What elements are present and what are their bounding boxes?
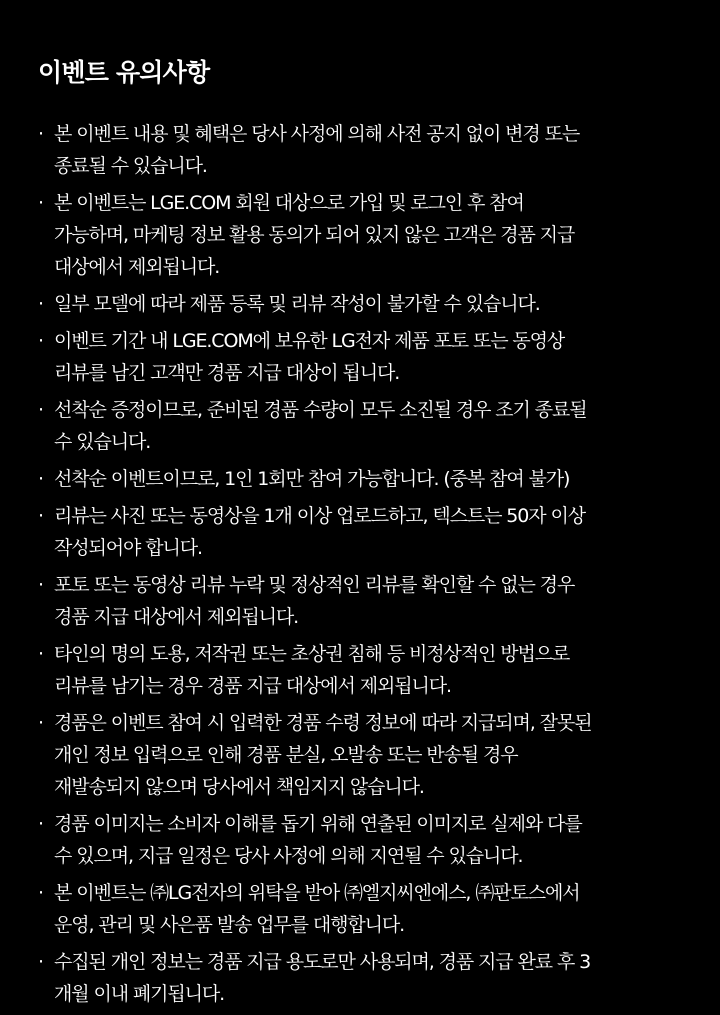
- bullet-dot: ·: [38, 712, 45, 734]
- notice-text-line: 경품 지급 대상에서 제외됩니다.: [54, 606, 299, 628]
- notice-text-line: 본 이벤트는 ㈜LG전자의 위탁을 받아 ㈜엘지씨엔에스, ㈜판토스에서: [54, 882, 580, 904]
- notice-text-line: 재발송되지 않으며 당사에서 책임지지 않습니다.: [54, 776, 424, 798]
- notice-text-line: 가능하며, 마케팅 정보 활용 동의가 되어 있지 않은 고객은 경품 지급: [54, 224, 575, 246]
- notice-item: [38, 463, 700, 495]
- notice-item: [38, 569, 700, 633]
- bullet-dot: ·: [38, 813, 45, 835]
- notice-text-line: 이벤트 기간 내 LGE.COM에 보유한 LG전자 제품 포토 또는 동영상: [54, 330, 565, 352]
- notice-item: [38, 288, 700, 320]
- notice-text-line: 포토 또는 동영상 리뷰 누락 및 정상적인 리뷰를 확인할 수 없는 경우: [54, 574, 575, 596]
- notice-text-line: 개인 정보 입력으로 인해 경품 분실, 오발송 또는 반송될 경우: [54, 744, 518, 766]
- notice-item: [38, 946, 700, 1010]
- bullet-dot: ·: [38, 882, 45, 904]
- notice-text-line: 개월 이내 폐기됩니다.: [54, 983, 225, 1005]
- bullet-dot: ·: [38, 399, 45, 421]
- notice-text-line: 대상에서 제외됩니다.: [54, 256, 220, 278]
- bullet-dot: ·: [38, 192, 45, 214]
- notice-text-line: 리뷰를 남기는 경우 경품 지급 대상에서 제외됩니다.: [54, 675, 451, 697]
- notice-text-line: 본 이벤트 내용 및 혜택은 당사 사정에 의해 사전 공지 없이 변경 또는: [54, 123, 580, 145]
- notice-text-line: 작성되어야 합니다.: [54, 537, 202, 559]
- notice-item: [38, 325, 700, 389]
- notice-text-line: 운영, 관리 및 사은품 발송 업무를 대행합니다.: [54, 914, 405, 936]
- notice-item: [38, 500, 700, 564]
- notice-item: [38, 808, 700, 872]
- bullet-dot: ·: [38, 468, 45, 490]
- bullet-dot: ·: [38, 951, 45, 973]
- bullet-dot: ·: [38, 293, 45, 315]
- notice-text-line: 타인의 명의 도용, 저작권 또는 초상권 침해 등 비정상적인 방법으로: [54, 643, 570, 665]
- notice-text-line: 리뷰를 남긴 고객만 경품 지급 대상이 됩니다.: [54, 362, 400, 384]
- notice-text-line: 종료될 수 있습니다.: [54, 155, 207, 177]
- notice-text-line: 일부 모델에 따라 제품 등록 및 리뷰 작성이 불가할 수 있습니다.: [54, 293, 540, 315]
- notice-text-line: 경품 이미지는 소비자 이해를 돕기 위해 연출된 이미지로 실제와 다를: [54, 813, 582, 835]
- notice-item: [38, 638, 700, 702]
- notice-item: [38, 707, 700, 803]
- page-title: 이벤트 유의사항: [38, 58, 210, 87]
- notice-item: [38, 187, 700, 283]
- notice-text-line: 수 있으며, 지급 일정은 당사 사정에 의해 지연될 수 있습니다.: [54, 845, 523, 867]
- bullet-dot: ·: [38, 574, 45, 596]
- notice-text-line: 선착순 증정이므로, 준비된 경품 수량이 모두 소진될 경우 조기 종료될: [54, 399, 587, 421]
- bullet-dot: ·: [38, 505, 45, 527]
- notice-text-line: 본 이벤트는 LGE.COM 회원 대상으로 가입 및 로그인 후 참여: [54, 192, 524, 214]
- notice-item: [38, 118, 700, 182]
- notice-text-line: 수 있습니다.: [54, 431, 151, 453]
- notice-item: [38, 394, 700, 458]
- bullet-dot: ·: [38, 330, 45, 352]
- bullet-dot: ·: [38, 643, 45, 665]
- notice-text-line: 경품은 이벤트 참여 시 입력한 경품 수령 정보에 따라 지급되며, 잘못된: [54, 712, 592, 734]
- notice-list: [38, 118, 700, 1015]
- notice-text-line: 리뷰는 사진 또는 동영상을 1개 이상 업로드하고, 텍스트는 50자 이상: [54, 505, 585, 527]
- notice-text-line: 수집된 개인 정보는 경품 지급 용도로만 사용되며, 경품 지급 완료 후 3: [54, 951, 591, 973]
- notice-item: [38, 877, 700, 941]
- bullet-dot: ·: [38, 123, 45, 145]
- notice-text-line: 선착순 이벤트이므로, 1인 1회만 참여 가능합니다. (중복 참여 불가): [54, 468, 570, 490]
